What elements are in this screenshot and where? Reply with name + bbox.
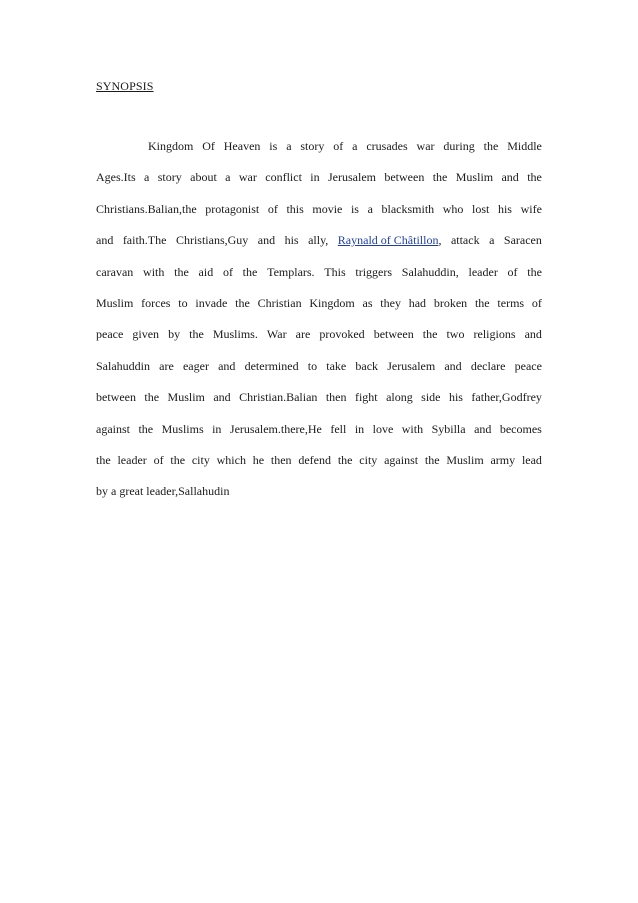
word: his	[448, 390, 463, 405]
word: and	[474, 421, 492, 436]
word: two	[446, 327, 465, 342]
word: story	[157, 170, 182, 185]
word: the	[242, 264, 258, 279]
paragraph-line-5	[96, 264, 542, 295]
word: and	[218, 358, 236, 373]
word: Muslim	[167, 390, 205, 405]
word: protagonist	[205, 201, 260, 216]
paragraph-line-9	[96, 389, 542, 420]
word: against	[384, 452, 419, 467]
word: city	[191, 452, 210, 467]
word: Muslims.	[212, 327, 258, 342]
word: the	[527, 264, 542, 279]
word: a	[286, 139, 292, 153]
word: and	[444, 358, 462, 373]
word: Middle	[507, 139, 542, 153]
word: determined	[244, 358, 299, 373]
word: broken	[433, 295, 468, 310]
word: of	[267, 201, 278, 216]
word: Kingdom	[148, 139, 194, 153]
word: and	[257, 233, 276, 248]
word: Christians.Balian,the	[96, 201, 197, 216]
word: Heaven	[223, 139, 261, 153]
word: ally,	[308, 233, 329, 248]
word: crusades	[366, 139, 408, 153]
word: side	[421, 390, 441, 405]
word: leader	[468, 264, 498, 279]
word: the	[432, 170, 448, 185]
word: invade	[195, 295, 228, 310]
word: take	[326, 358, 347, 373]
word: the	[96, 452, 111, 467]
word: forces	[141, 295, 171, 310]
paragraph-line-1	[96, 138, 542, 169]
word: Muslim	[96, 295, 134, 310]
word: Christians,Guy	[175, 233, 249, 248]
word: the	[337, 452, 353, 467]
word: and	[96, 233, 114, 248]
word: wife	[520, 201, 542, 216]
word: religions	[473, 327, 516, 342]
synopsis-body	[96, 138, 542, 515]
word: the	[424, 452, 440, 467]
word: Of	[202, 139, 215, 153]
word: of	[222, 264, 233, 279]
word: is	[350, 201, 359, 216]
word: in	[310, 170, 320, 185]
word: lead	[521, 452, 542, 467]
word: Jerusalem.there,He	[229, 421, 322, 436]
word: this	[286, 201, 304, 216]
word: then	[325, 390, 347, 405]
word: of	[507, 264, 518, 279]
word: a	[352, 139, 358, 153]
word: of	[531, 295, 542, 310]
word: had	[408, 295, 427, 310]
word: movie	[312, 201, 343, 216]
word: Kingdom	[309, 295, 355, 310]
word: during	[443, 139, 475, 153]
word: terms	[497, 295, 525, 310]
word: to	[178, 295, 188, 310]
word: given	[132, 327, 160, 342]
paragraph-line-2	[96, 169, 542, 200]
paragraph-line-12: by a great leader,Sallahudin	[96, 484, 230, 499]
word: peace	[96, 327, 124, 342]
word: Sybilla	[431, 421, 466, 436]
word: of	[333, 139, 344, 153]
word: Christian.Balian	[239, 390, 318, 405]
word: army	[490, 452, 516, 467]
word: faith.The	[122, 233, 167, 248]
word: a	[367, 201, 373, 216]
word: the	[483, 139, 499, 153]
word: in	[212, 421, 222, 436]
word: the	[189, 327, 204, 342]
word: eager	[182, 358, 209, 373]
word: his	[497, 201, 512, 216]
word: Jerusalem	[387, 358, 436, 373]
word: declare	[470, 358, 506, 373]
word: then	[270, 452, 292, 467]
word: conflict	[265, 170, 302, 185]
word: Salahuddin,	[401, 264, 459, 279]
word: ,	[438, 233, 442, 248]
paragraph-line-3	[96, 201, 542, 232]
paragraph-line-8	[96, 358, 542, 389]
word: Muslim	[455, 170, 494, 185]
word: father,Godfrey	[471, 390, 542, 405]
word: War	[266, 327, 287, 342]
word: aid	[198, 264, 214, 279]
word: to	[307, 358, 318, 373]
raynald-link[interactable]: Raynald of Châtillon	[337, 233, 439, 248]
word: by	[168, 327, 181, 342]
word: a	[225, 170, 231, 185]
word: leader	[117, 452, 147, 467]
word: back	[355, 358, 379, 373]
word: are	[159, 358, 174, 373]
word: the	[170, 452, 186, 467]
word: the	[422, 327, 438, 342]
word: peace	[514, 358, 542, 373]
word: his	[284, 233, 299, 248]
word: as	[362, 295, 373, 310]
word: and	[501, 170, 519, 185]
paragraph-line-6	[96, 295, 542, 326]
word: they	[380, 295, 401, 310]
word: triggers	[355, 264, 393, 279]
word: story	[300, 139, 325, 153]
word: is	[269, 139, 278, 153]
word: with	[401, 421, 424, 436]
word: fight	[354, 390, 378, 405]
word: the	[174, 264, 189, 279]
word: blacksmith	[381, 201, 435, 216]
word: Saracen	[503, 233, 542, 248]
word: lost	[472, 201, 490, 216]
word: caravan	[96, 264, 134, 279]
link-wrap	[338, 232, 442, 263]
word: city	[359, 452, 378, 467]
word: Christian	[257, 295, 302, 310]
word: and	[213, 390, 231, 405]
word: the	[138, 421, 154, 436]
word: who	[442, 201, 464, 216]
word: This	[324, 264, 346, 279]
word: a	[144, 170, 150, 185]
word: and	[524, 327, 542, 342]
word: against	[96, 421, 130, 436]
word: he	[252, 452, 265, 467]
word: attack	[450, 233, 480, 248]
word: fell	[330, 421, 347, 436]
word: with	[143, 264, 165, 279]
word: which	[216, 452, 246, 467]
word: the	[144, 390, 160, 405]
word: Muslims	[161, 421, 204, 436]
word: the	[235, 295, 250, 310]
word: becomes	[499, 421, 542, 436]
word: war	[416, 139, 435, 153]
word: a	[489, 233, 495, 248]
word: provoked	[319, 327, 365, 342]
word: in	[354, 421, 365, 436]
word: war	[238, 170, 257, 185]
word: love	[372, 421, 394, 436]
word: Ages.Its	[96, 170, 136, 185]
word: between	[384, 170, 425, 185]
paragraph-line-7	[96, 326, 542, 357]
word: Muslim	[446, 452, 484, 467]
word: Salahuddin	[96, 358, 150, 373]
paragraph-line-10	[96, 421, 542, 452]
paragraph-line-11	[96, 452, 542, 483]
word: Templars.	[267, 264, 315, 279]
word: defend	[298, 452, 332, 467]
word: of	[153, 452, 164, 467]
word: between	[96, 390, 136, 405]
word: along	[386, 390, 413, 405]
word: the	[474, 295, 490, 310]
word: about	[190, 170, 217, 185]
word: the	[527, 170, 542, 185]
word: Jerusalem	[328, 170, 376, 185]
synopsis-heading: SYNOPSIS	[96, 79, 154, 93]
word: are	[295, 327, 311, 342]
paragraph-line-4	[96, 232, 542, 263]
word: between	[373, 327, 414, 342]
